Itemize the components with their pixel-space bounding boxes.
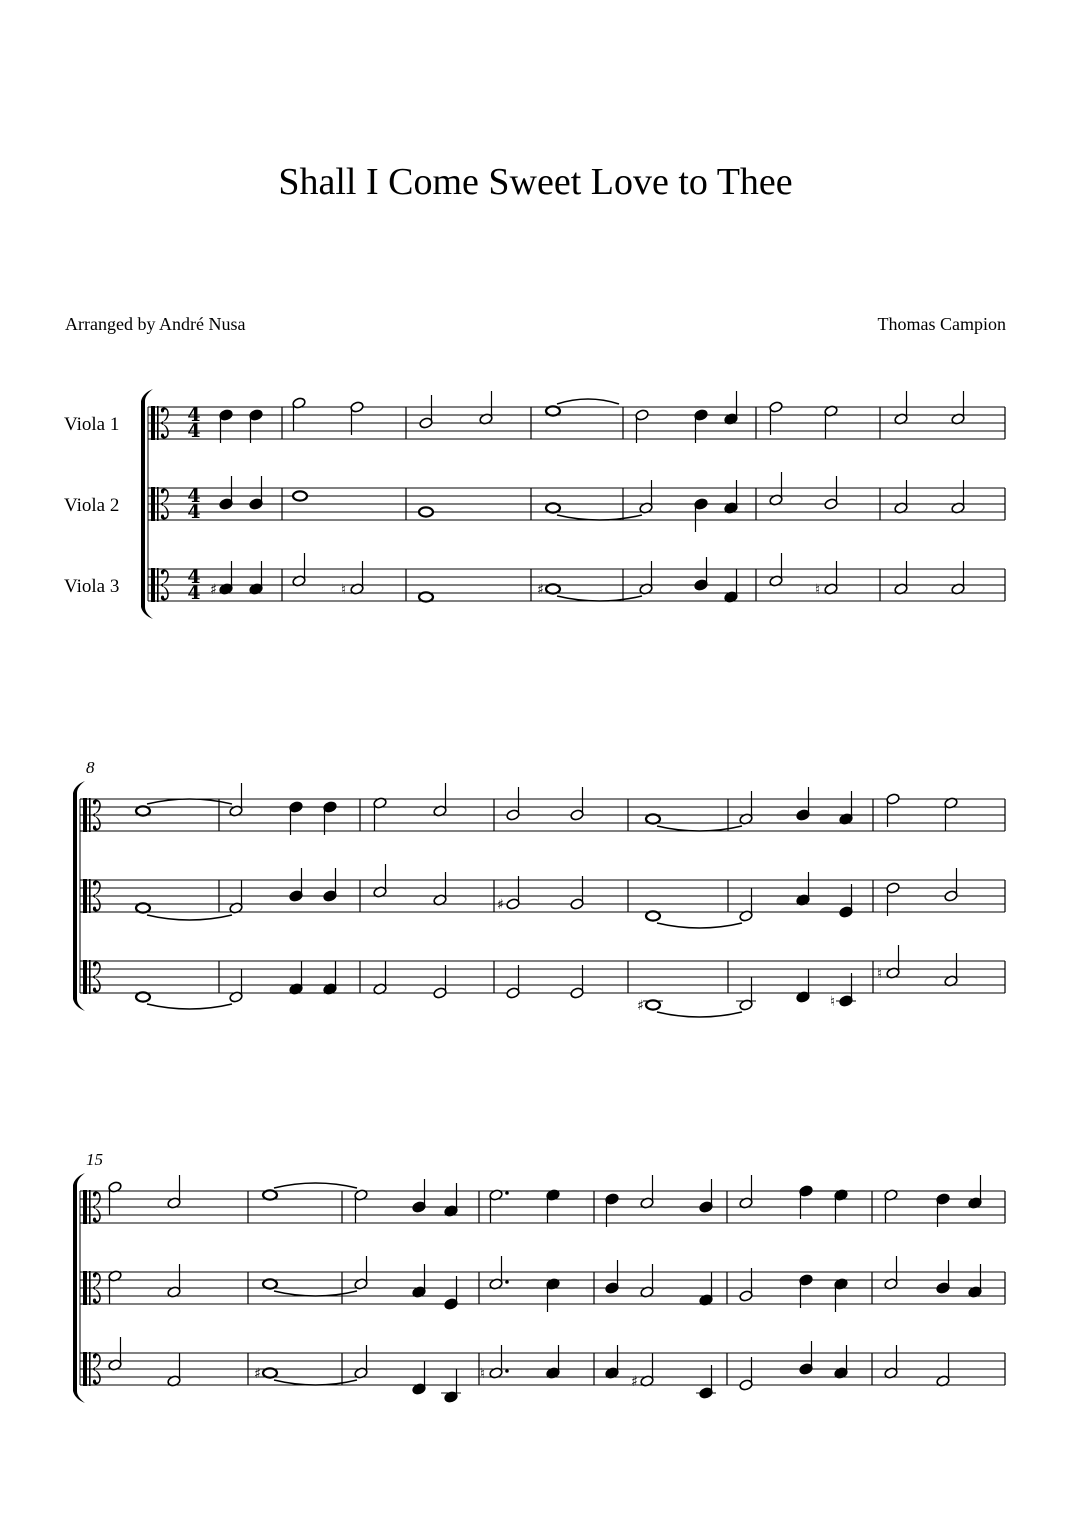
whole-note: [136, 806, 150, 815]
tie: [147, 1004, 232, 1009]
whole-note: [646, 911, 660, 920]
measure-number-system-3: 15: [86, 1150, 103, 1169]
time-signature-denominator: 4: [187, 582, 201, 604]
whole-note: [419, 507, 433, 516]
whole-note: [136, 903, 150, 912]
time-signature-denominator: 4: [187, 420, 201, 442]
tie: [557, 399, 619, 404]
whole-note: [646, 1000, 660, 1009]
measure-number-system-2: 8: [86, 758, 95, 777]
whole-note: [546, 584, 560, 593]
dot: [505, 1369, 509, 1373]
dot: [505, 1280, 509, 1284]
natural-icon: ♮: [830, 994, 836, 1010]
sharp-icon: ♯: [637, 998, 644, 1014]
composer-credit: Thomas Campion: [877, 314, 1006, 334]
bracket-bottom-hook: [73, 1391, 85, 1403]
bracket-bottom-hook: [141, 607, 153, 619]
sharp-icon: ♯: [537, 582, 544, 598]
whole-note: [293, 491, 307, 500]
tie: [557, 596, 642, 601]
system-bracket: [73, 793, 77, 999]
tie: [274, 1380, 357, 1385]
natural-icon: ♮: [877, 966, 883, 982]
arranger-credit: Arranged by André Nusa: [65, 314, 246, 334]
whole-note: [546, 503, 560, 512]
instrument-label-viola-1: Viola 1: [64, 414, 120, 435]
instrument-label-viola-2: Viola 2: [64, 495, 120, 516]
natural-icon: ♮: [341, 582, 347, 598]
sharp-icon: ♯: [631, 1374, 638, 1390]
time-signature-numerator: 4: [187, 485, 201, 507]
score-title: Shall I Come Sweet Love to Thee: [278, 161, 793, 203]
system-bracket: [141, 401, 145, 607]
tie: [147, 915, 232, 920]
whole-note: [263, 1279, 277, 1288]
natural-icon: ♮: [815, 582, 821, 598]
whole-note: [419, 592, 433, 601]
whole-note: [263, 1190, 277, 1199]
tie: [657, 1012, 742, 1017]
tie: [274, 1291, 357, 1296]
time-signature-numerator: 4: [187, 566, 201, 588]
whole-note: [646, 814, 660, 823]
bracket-top-hook: [73, 1173, 85, 1185]
whole-note: [263, 1368, 277, 1377]
bracket-top-hook: [73, 781, 85, 793]
whole-note: [546, 406, 560, 415]
tie: [657, 826, 742, 831]
sharp-icon: ♯: [210, 582, 217, 598]
dot: [505, 1191, 509, 1195]
tie: [657, 923, 742, 928]
bracket-bottom-hook: [73, 999, 85, 1011]
natural-icon: ♮: [480, 1366, 486, 1382]
instrument-label-viola-3: Viola 3: [64, 576, 120, 597]
tie: [557, 515, 642, 520]
time-signature-denominator: 4: [187, 501, 201, 523]
sharp-icon: ♯: [254, 1366, 261, 1382]
sharp-icon: ♯: [497, 897, 504, 913]
system-bracket: [73, 1185, 77, 1391]
tie: [274, 1183, 357, 1188]
time-signature-numerator: 4: [187, 404, 201, 426]
bracket-top-hook: [141, 389, 153, 401]
whole-note: [136, 992, 150, 1001]
